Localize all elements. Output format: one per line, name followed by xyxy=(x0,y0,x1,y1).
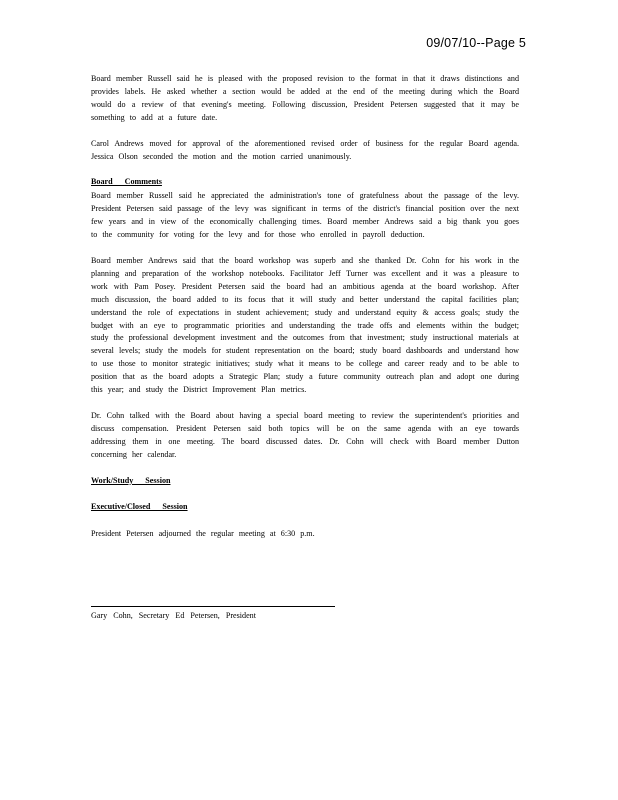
signature-names: Gary Cohn, Secretary Ed Petersen, President xyxy=(91,611,256,620)
board-comments-heading: Board Comments xyxy=(91,177,162,187)
paragraph-adjourned: President Petersen adjourned the regular meeting at 6:30 p.m. xyxy=(91,529,315,539)
paragraph-workshop: Board member Andrews said that the board workshop was superb and she thanked Dr. Cohn for his work in the planning and preparation of the workshop notebooks. Facilitator Jeff Turner was excellent and it was a pleasure to work with Pam Posey. President Petersen said the board had an ambitious agenda at the board workshop. After much discussion, the board added to its focus that it will study and better understand the capital facilities plan; understand the role of expectations in student achievement; study and understand equity & access goals; study the budget with an eye to programmatic priorities and understanding the trade offs and elements within the budget; study the professional development investment and the outcomes from that investment; study instructional materials at several levels; study the models for student representation on the board; study board dashboards and understand how to use those to monitor strategic initiatives; study what it means to be college and career ready and to be able to position that as the board adopts a Strategic Plan; study a future community outreach plan and adopt one during this year; and study the District Improvement Plan metrics. xyxy=(91,255,519,395)
paragraph-motion: Carol Andrews moved for approval of the aforementioned revised order of business for the regular Board agenda. Jessica Olson seconded the motion and the motion carried unanimously. xyxy=(91,138,519,161)
paragraph-special-meeting: Dr. Cohn talked with the Board about having a special board meeting to review the superintendent's priorities and discuss compensation. President Petersen said both topics will be on the same agenda with an eye towards addressing them in one meeting. The board discussed dates. Dr. Cohn will check with Board member Dutton concerning her calendar. xyxy=(91,410,519,459)
paragraph-levy: Board member Russell said he appreciated the administration's tone of gratefulness about the passage of the levy. President Petersen said passage of the levy was significant in terms of the district's financial position over the next few years and in view of the economically challenging times. Board member Andrews said a big thank you goes to the community for voting for the levy and for those who enrolled in payroll deduction. xyxy=(91,191,519,240)
page-header: 09/07/10--Page 5 xyxy=(426,36,526,50)
paragraph-format-revision: Board member Russell said he is pleased with the proposed revision to the format in that it draws distinctions and provides labels. He asked whether a section would be added at the end of the meeting during which the Board would do a review of that evening's meeting. Following discussion, President Petersen suggested that it may be something to add at a future date. xyxy=(91,74,519,122)
work-study-heading: Work/Study Session xyxy=(91,475,171,485)
minutes-body xyxy=(91,73,519,554)
executive-session-heading: Executive/Closed Session xyxy=(91,502,188,512)
signature-line xyxy=(91,606,335,607)
